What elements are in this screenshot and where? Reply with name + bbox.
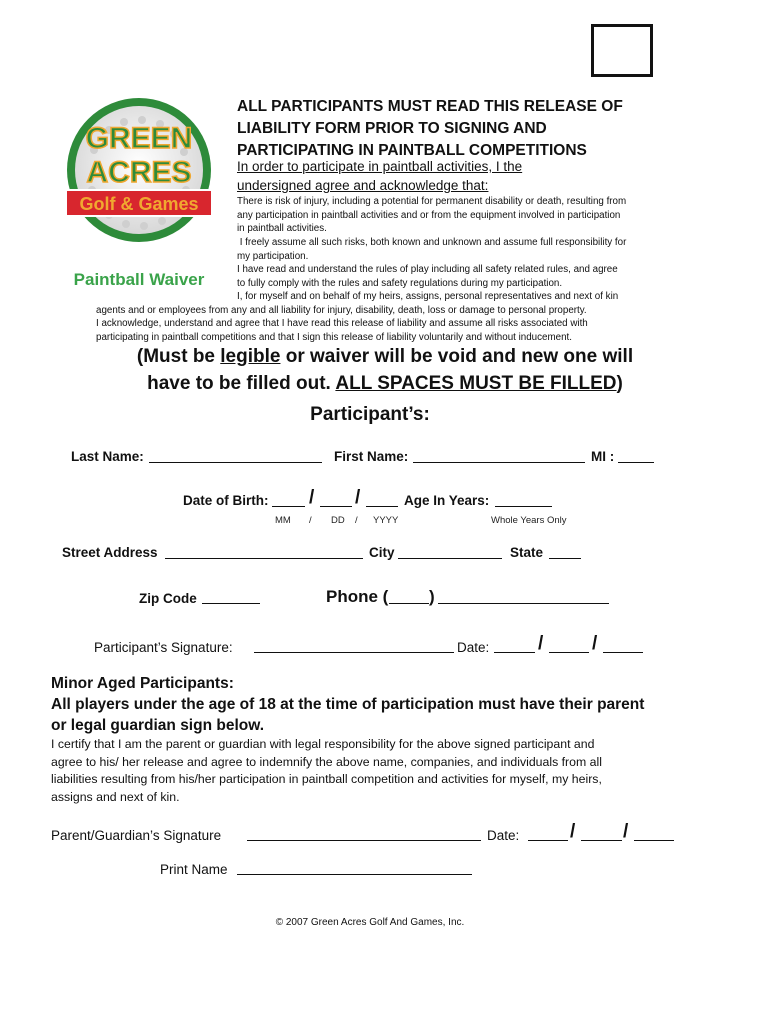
office-use-box [591, 24, 653, 77]
street-label: Street Address [62, 545, 158, 560]
notice-text: legible [220, 346, 281, 367]
hint-slash: / [355, 515, 358, 526]
release-heading [237, 96, 667, 162]
copyright-footer: © 2007 Green Acres Golf And Games, Inc. [275, 917, 465, 928]
last-name-field[interactable] [149, 462, 322, 463]
participants-title: Participant’s: [310, 404, 430, 425]
paragraph-line: in paintball activities. [237, 223, 327, 235]
guardian-date-day[interactable] [581, 840, 622, 841]
minor-line: All players under the age of 18 at the time of participation must have their parent [51, 696, 645, 713]
zip-label: Zip Code [139, 591, 197, 606]
minor-title: Minor Aged Participants: [51, 675, 234, 692]
rules-paragraph [237, 263, 697, 290]
dob-label: Date of Birth: [183, 493, 269, 508]
paragraph-line: I, for myself and on behalf of my heirs, assigns, personal representatives and next of kin [237, 291, 619, 302]
notice-text: ) [616, 373, 623, 394]
guardian-signature-field[interactable] [247, 840, 481, 841]
notice-text: ALL SPACES MUST BE FILLED [335, 373, 617, 394]
print-name-label: Print Name [160, 862, 228, 877]
dob-day-field[interactable] [320, 506, 352, 507]
certify-line: agree to his/ her release and agree to indemnify the above name, companies, and individuals from all [51, 754, 602, 769]
legible-notice [100, 343, 670, 397]
date-slash: / [538, 633, 544, 654]
phone-close: ) [429, 587, 435, 606]
dob-month-field[interactable] [272, 506, 305, 507]
city-label: City [369, 545, 395, 560]
paragraph-line: to fully comply with the rules and safety regulations during my participation. [237, 277, 563, 289]
print-name-field[interactable] [237, 874, 472, 875]
guardian-date-year[interactable] [634, 840, 674, 841]
notice-text: or waiver will be void and new one will [280, 346, 634, 367]
paragraph-line: any participation in paintball activities and or from the equipment involved in participation [237, 209, 621, 221]
acknowledge-paragraph [96, 317, 696, 344]
guardian-date-label: Date: [487, 828, 520, 843]
guardian-date-month[interactable] [528, 840, 568, 841]
city-field[interactable] [398, 558, 502, 559]
guardian-signature-label: Parent/Guardian’s Signature [51, 828, 222, 843]
logo-word1: GREEN [85, 122, 193, 155]
paragraph-line: participating in paintball competitions and that I sign this release of liability voluntarily and without inducement. [96, 331, 572, 343]
hint-slash: / [309, 515, 312, 526]
heading-line: ALL PARTICIPANTS MUST READ THIS RELEASE OF [237, 98, 623, 115]
whole-years-hint: Whole Years Only [491, 515, 567, 526]
paragraph-line: I freely assume all such risks, both known and unknown and assume full responsibility for [237, 237, 627, 248]
green-acres-logo [64, 90, 214, 290]
participant-date-year[interactable] [603, 652, 643, 653]
notice-text: (Must be [136, 346, 221, 367]
dd-hint: DD [331, 515, 345, 526]
mm-hint: MM [275, 515, 291, 526]
logo-banner: Golf & Games [79, 194, 199, 214]
notice-text: have to be filled out. [147, 373, 336, 394]
heading-line: PARTICIPATING IN PAINTBALL COMPETITIONS [237, 142, 587, 159]
intro-line: In order to participate in paintball activities, I the [237, 159, 523, 174]
paragraph-line: I acknowledge, understand and agree that I have read this release of liability and assume all risks associated with [96, 318, 588, 329]
paragraph-line: I have read and understand the rules of play including all safety related rules, and agree [237, 264, 618, 275]
intro-line: undersigned agree and acknowledge that: [237, 178, 489, 193]
certify-line: I certify that I am the parent or guardian with legal responsibility for the above signed participant and [51, 737, 595, 751]
state-label: State [510, 545, 544, 560]
date-slash: / [592, 633, 598, 654]
street-field[interactable] [165, 558, 363, 559]
phone-area-field[interactable] [389, 603, 429, 604]
minor-section-heading [51, 673, 711, 736]
state-field[interactable] [549, 558, 581, 559]
certify-line: liabilities resulting from his/her participation in paintball competition and activities for myself, my heirs, [51, 772, 602, 786]
participant-signature-label: Participant’s Signature: [94, 640, 233, 655]
participant-signature-field[interactable] [254, 652, 454, 653]
paragraph-line: There is risk of injury, including a potential for permanent disability or death, resulting from [237, 196, 627, 207]
participant-date-month[interactable] [494, 652, 535, 653]
first-name-label: First Name: [334, 449, 409, 464]
guardian-certification [51, 736, 691, 806]
age-label: Age In Years: [404, 493, 490, 508]
last-name-label: Last Name: [71, 449, 144, 464]
paragraph-line: my participation. [237, 250, 309, 262]
logo-word2: ACRES [86, 156, 192, 189]
golf-ball-logo-icon [64, 90, 214, 290]
paragraph-line: agents and or employees from any and all liability for injury, disability, death, loss or damage to personal property. [96, 304, 587, 316]
heirs-paragraph [96, 290, 696, 317]
phone-label: Phone ( [326, 587, 389, 606]
assume-risk-paragraph [237, 236, 697, 263]
date-slash: / [623, 821, 629, 842]
participant-date-day[interactable] [549, 652, 589, 653]
logo-caption: Paintball Waiver [73, 270, 205, 289]
heading-line: LIABILITY FORM PRIOR TO SIGNING AND [237, 120, 547, 137]
participant-date-label: Date: [457, 640, 490, 655]
risk-paragraph [237, 195, 697, 236]
certify-line: assigns and next of kin. [51, 789, 180, 804]
date-slash: / [570, 821, 576, 842]
yyyy-hint: YYYY [373, 515, 399, 526]
intro-text [237, 157, 657, 195]
dob-slash: / [355, 487, 361, 508]
phone-number-field[interactable] [438, 603, 609, 604]
minor-line: or legal guardian sign below. [51, 717, 265, 734]
age-field[interactable] [495, 506, 552, 507]
dob-slash: / [309, 487, 315, 508]
first-name-field[interactable] [413, 462, 585, 463]
mi-field[interactable] [618, 462, 654, 463]
dob-year-field[interactable] [366, 506, 398, 507]
zip-field[interactable] [202, 603, 260, 604]
mi-label: MI : [591, 449, 615, 464]
